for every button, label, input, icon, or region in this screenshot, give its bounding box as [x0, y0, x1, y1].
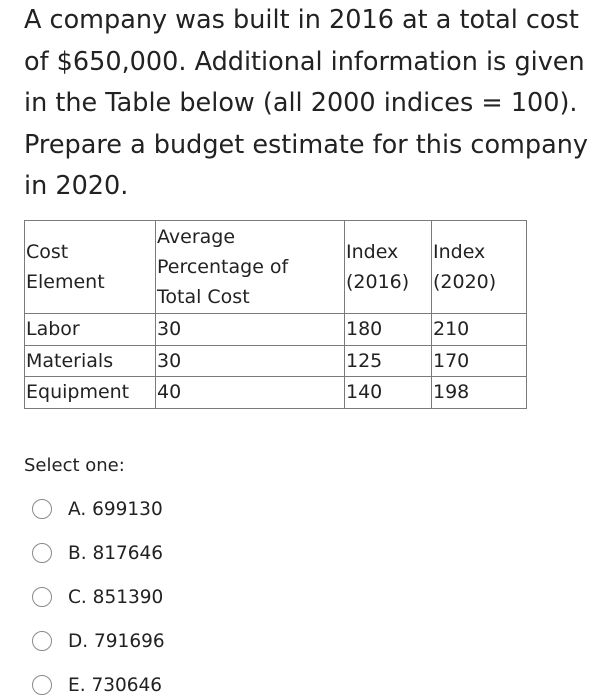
table-header-row	[25, 221, 527, 314]
header-index-2016: Index (2016)	[345, 221, 432, 314]
option-label[interactable]: D. 791696	[68, 630, 165, 652]
cell-percentage: 30	[156, 314, 345, 346]
option-d[interactable]	[32, 619, 165, 663]
question-text	[24, 0, 594, 208]
option-label[interactable]: E. 730646	[68, 674, 163, 696]
question-line: of $650,000. Additional information is given	[24, 46, 585, 77]
radio-button-icon[interactable]	[32, 631, 52, 651]
question-line: in 2020.	[24, 171, 129, 201]
option-a[interactable]	[32, 487, 165, 531]
option-e[interactable]	[32, 663, 165, 700]
cost-table	[24, 220, 527, 409]
header-average-percentage: Average Percentage of Total Cost	[156, 221, 345, 314]
option-c[interactable]	[32, 575, 165, 619]
cell-element: Labor	[25, 314, 156, 346]
question-line: A company was built in 2016 at a total cost	[24, 5, 579, 35]
header-cost-element: Cost Element	[25, 221, 156, 314]
option-label[interactable]: A. 699130	[68, 498, 163, 520]
radio-button-icon[interactable]	[32, 675, 52, 695]
table-row	[25, 345, 527, 377]
header-index-2020: Index (2020)	[432, 221, 527, 314]
cell-percentage: 30	[156, 345, 345, 377]
cell-index-2016: 140	[345, 377, 432, 409]
cell-percentage: 40	[156, 377, 345, 409]
table-row	[25, 314, 527, 346]
radio-button-icon[interactable]	[32, 587, 52, 607]
cell-element: Equipment	[25, 377, 156, 409]
cell-index-2016: 180	[345, 314, 432, 346]
answer-options	[32, 487, 165, 700]
cell-index-2016: 125	[345, 345, 432, 377]
cell-index-2020: 198	[432, 377, 527, 409]
option-label[interactable]: B. 817646	[68, 542, 164, 564]
table-row	[25, 377, 527, 409]
select-one-label: Select one:	[24, 455, 125, 476]
option-b[interactable]	[32, 531, 165, 575]
question-line: Prepare a budget estimate for this company	[24, 129, 588, 160]
cell-element: Materials	[25, 345, 156, 377]
radio-button-icon[interactable]	[32, 499, 52, 519]
cell-index-2020: 210	[432, 314, 527, 346]
radio-button-icon[interactable]	[32, 543, 52, 563]
cell-index-2020: 170	[432, 345, 527, 377]
option-label[interactable]: C. 851390	[68, 586, 164, 608]
question-line: in the Table below (all 2000 indices = 100).	[24, 88, 578, 118]
